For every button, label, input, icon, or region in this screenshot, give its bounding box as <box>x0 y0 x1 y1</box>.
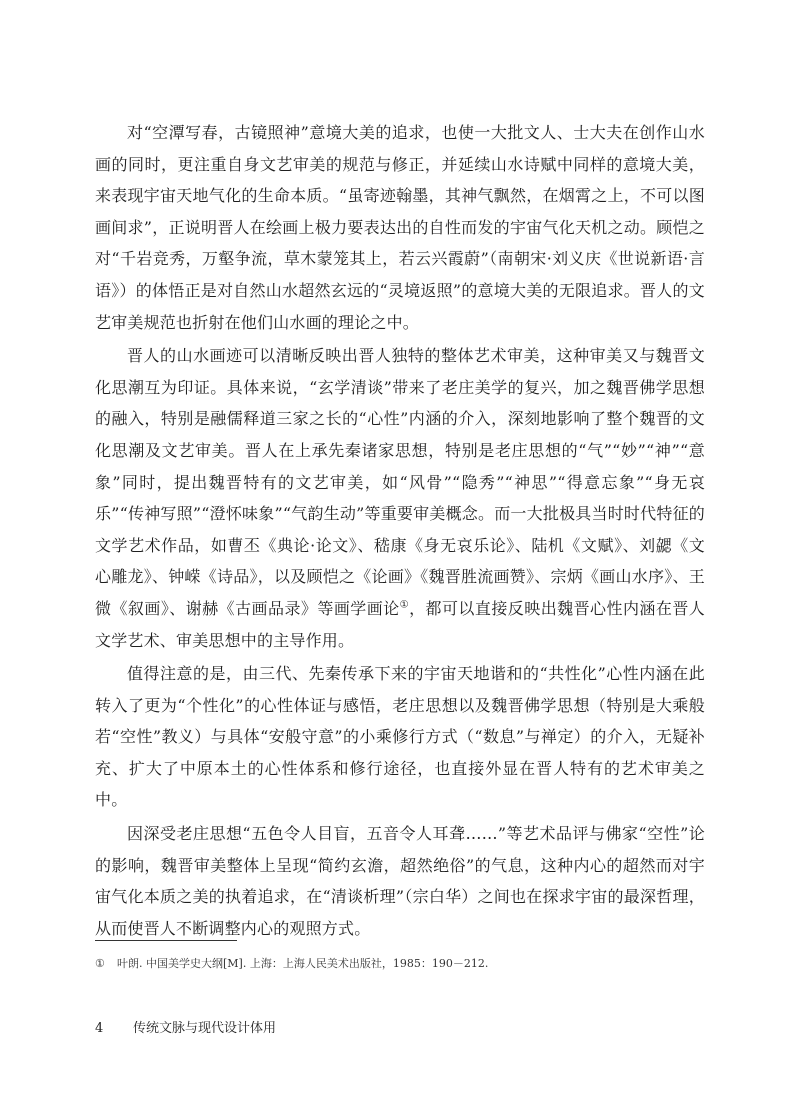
paragraph-3: 值得注意的是，由三代、先秦传承下来的宇宙天地谐和的“共性化”心性内涵在此转入了更为“个性化”的心性体证与感悟，老庄思想以及魏晋佛学思想（特别是大乘般若“空性”教义）与具体“安般守意”的小乘修行方式（“数息”与禅定）的介入，无疑补充、扩大了中原本土的心性体系和修行途径，也直接外显在晋人特有的艺术审美之中。 <box>95 664 705 810</box>
book-title: 传统文脉与现代设计体用 <box>133 1021 277 1036</box>
body-text <box>95 117 705 946</box>
footnote-divider <box>95 940 237 941</box>
paragraph-2-tail: ，都可以直接反映出魏晋心性内涵在晋人文学艺术、审美思想中的主导作用。 <box>95 598 705 650</box>
footnote-text: 叶朗. 中国美学史大纲[M]. 上海：上海人民美术出版社，1985：190－212. <box>117 957 489 970</box>
footnote-mark: ① <box>95 957 105 970</box>
footnote-reference[interactable]: ① <box>399 599 410 611</box>
paragraph-2 <box>95 340 705 656</box>
page-footer <box>95 1020 276 1038</box>
footnote <box>95 956 715 972</box>
page-number: 4 <box>95 1021 104 1036</box>
paragraph-2-text: 晋人的山水画迹可以清晰反映出晋人独特的整体艺术审美，这种审美又与魏晋文化思潮互为印证。具体来说，“玄学清谈”带来了老庄美学的复兴，加之魏晋佛学思想的融入，特别是融儒释道三家之长的“心性”内涵的介入，深刻地影响了整个魏晋的文化思潮及文艺审美。晋人在上承先秦诸家思想，特别是老庄思想的“气”“妙”“神”“意象”同时，提出魏晋特有的文艺审美，如“风骨”“隐秀”“神思”“得意忘象”“身无哀乐”“传神写照”“澄怀味象”“气韵生动”等重要审美概念。而一大批极具当时时代特征的文学艺术作品，如曹丕《典论·论文》、嵇康《身无哀乐论》、陆机《文赋》、刘勰《文心雕龙》、钟嵘《诗品》，以及顾恺之《论画》《魏晋胜流画赞》、宗炳《画山水序》、王微《叙画》、谢赫《古画品录》等画学画论 <box>95 346 705 618</box>
paragraph-4: 因深受老庄思想“五色令人目盲，五音令人耳聋……”等艺术品评与佛家“空性”论的影响，魏晋审美整体上呈现“简约玄澹，超然绝俗”的气息，这种内心的超然而对宇宙气化本质之美的执着追求，在“清谈析理”（宗白华）之间也在探求宇宙的最深哲理，从而使晋人不断调整内心的观照方式。 <box>95 824 705 938</box>
paragraph-1: 对“空潭写春，古镜照神”意境大美的追求，也使一大批文人、士大夫在创作山水画的同时，更注重自身文艺审美的规范与修正，并延续山水诗赋中同样的意境大美，来表现宇宙天地气化的生命本质。“虽寄迹翰墨，其神气飘然，在烟霄之上，不可以图画间求”，正说明晋人在绘画上极力要表达出的自性而发的宇宙气化天机之动。顾恺之对“千岩竞秀，万壑争流，草木蒙笼其上，若云兴霞蔚”（南朝宋·刘义庆《世说新语·言语》）的体悟正是对自然山水超然玄远的“灵境返照”的意境大美的无限追求。晋人的文艺审美规范也折射在他们山水画的理论之中。 <box>95 123 705 332</box>
